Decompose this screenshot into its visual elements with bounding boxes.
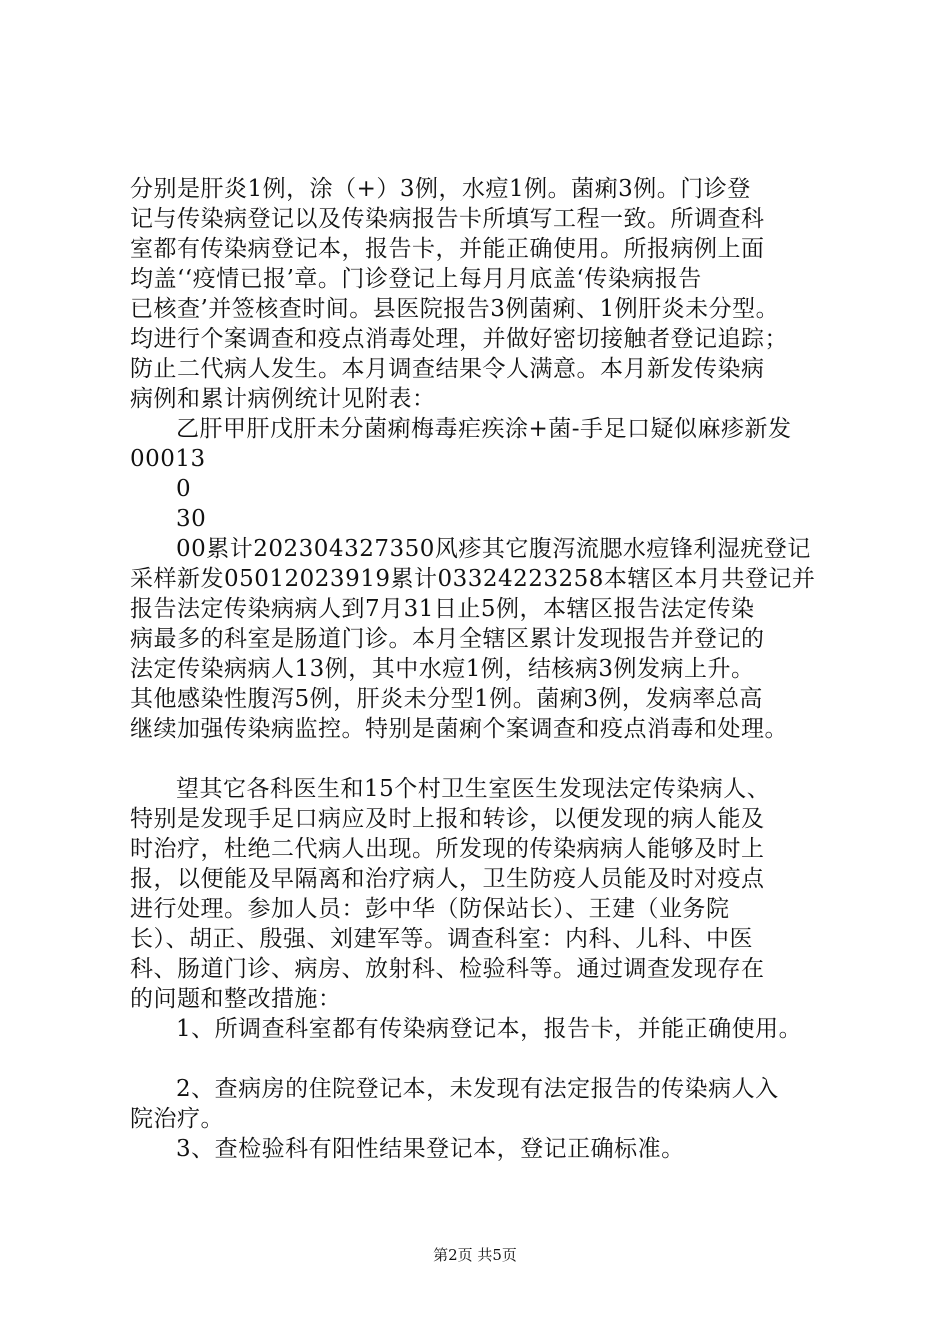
document-body (130, 174, 852, 1164)
paragraph-2-line: 报告法定传染病病人到7月31日止5例，本辖区报告法定传染 (130, 596, 755, 622)
page-footer: 第2页 共5页 (433, 1246, 517, 1264)
list-item-1: 1、所调查科室都有传染病登记本，报告卡，并能正确使用。 (176, 1016, 803, 1042)
paragraph-1-line: 室都有传染病登记本，报告卡，并能正确使用。所报病例上面 (130, 236, 765, 262)
paragraph-1-line: 均盖‘‘疫情已报’章。门诊登记上每月月底盖‘传染病报告 (130, 266, 702, 292)
list-item-2-cont: 院治疗。 (130, 1106, 224, 1132)
table-value-30: 30 (176, 506, 207, 532)
table-value-0: 0 (176, 476, 192, 502)
table-values-line: 00013 (130, 446, 206, 472)
paragraph-gap (130, 1044, 852, 1074)
paragraph-1-line: 防止二代病人发生。本月调查结果令人满意。本月新发传染病 (130, 356, 765, 382)
paragraph-2-line: 00累计202304327350风疹其它腹泻流腮水痘锋利湿疣登记 (176, 536, 811, 562)
paragraph-1-line: 均进行个案调查和疫点消毒处理，并做好密切接触者登记追踪； (130, 326, 788, 352)
paragraph-2-line: 采样新发05012023919累计03324223258本辖区本月共登记并 (130, 566, 816, 592)
list-item-3: 3、查检验科有阳性结果登记本，登记正确标准。 (176, 1136, 685, 1162)
paragraph-3-line: 长）、胡正、殷强、刘建军等。调查科室：内科、儿科、中医 (130, 926, 753, 952)
paragraph-1-line: 分别是肝炎1例，涂（+）3例，水痘1例。菌痢3例。门诊登 (130, 176, 751, 202)
paragraph-3-line: 科、肠道门诊、病房、放射科、检验科等。通过调查发现存在 (130, 956, 765, 982)
paragraph-1-line: 病例和累计病例统计见附表： (130, 386, 436, 412)
table-header-line: 乙肝甲肝戊肝未分菌痢梅毒疟疾涂+菌-手足口疑似麻疹新发 (176, 416, 792, 442)
paragraph-3-line: 进行处理。参加人员：彭中华（防保站长）、王建（业务院 (130, 896, 730, 922)
paragraph-3-line: 时治疗，杜绝二代病人出现。所发现的传染病病人能够及时上 (130, 836, 765, 862)
paragraph-3-line: 望其它各科医生和15个村卫生室医生发现法定传染病人、 (176, 776, 771, 802)
paragraph-3-line: 的问题和整改措施： (130, 986, 342, 1012)
paragraph-2-line: 法定传染病病人13例，其中水痘1例，结核病3例发病上升。 (130, 656, 755, 682)
paragraph-3-line: 报，以便能及早隔离和治疗病人，卫生防疫人员能及时对疫点 (130, 866, 765, 892)
paragraph-3-line: 特别是发现手足口病应及时上报和转诊，以便发现的病人能及 (130, 806, 765, 832)
list-item-2: 2、查病房的住院登记本，未发现有法定报告的传染病人入 (176, 1076, 779, 1102)
paragraph-gap (130, 744, 852, 774)
paragraph-1-line: 记与传染病登记以及传染病报告卡所填写工程一致。所调查科 (130, 206, 765, 232)
paragraph-2-line: 继续加强传染病监控。特别是菌痢个案调查和疫点消毒和处理。 (130, 716, 788, 742)
paragraph-1-line: 已核查’并签核查时间。县医院报告3例菌痢、1例肝炎未分型。 (130, 296, 780, 322)
paragraph-2-line: 病最多的科室是肠道门诊。本月全辖区累计发现报告并登记的 (130, 626, 765, 652)
paragraph-2-line: 其他感染性腹泻5例，肝炎未分型1例。菌痢3例，发病率总高 (130, 686, 763, 712)
